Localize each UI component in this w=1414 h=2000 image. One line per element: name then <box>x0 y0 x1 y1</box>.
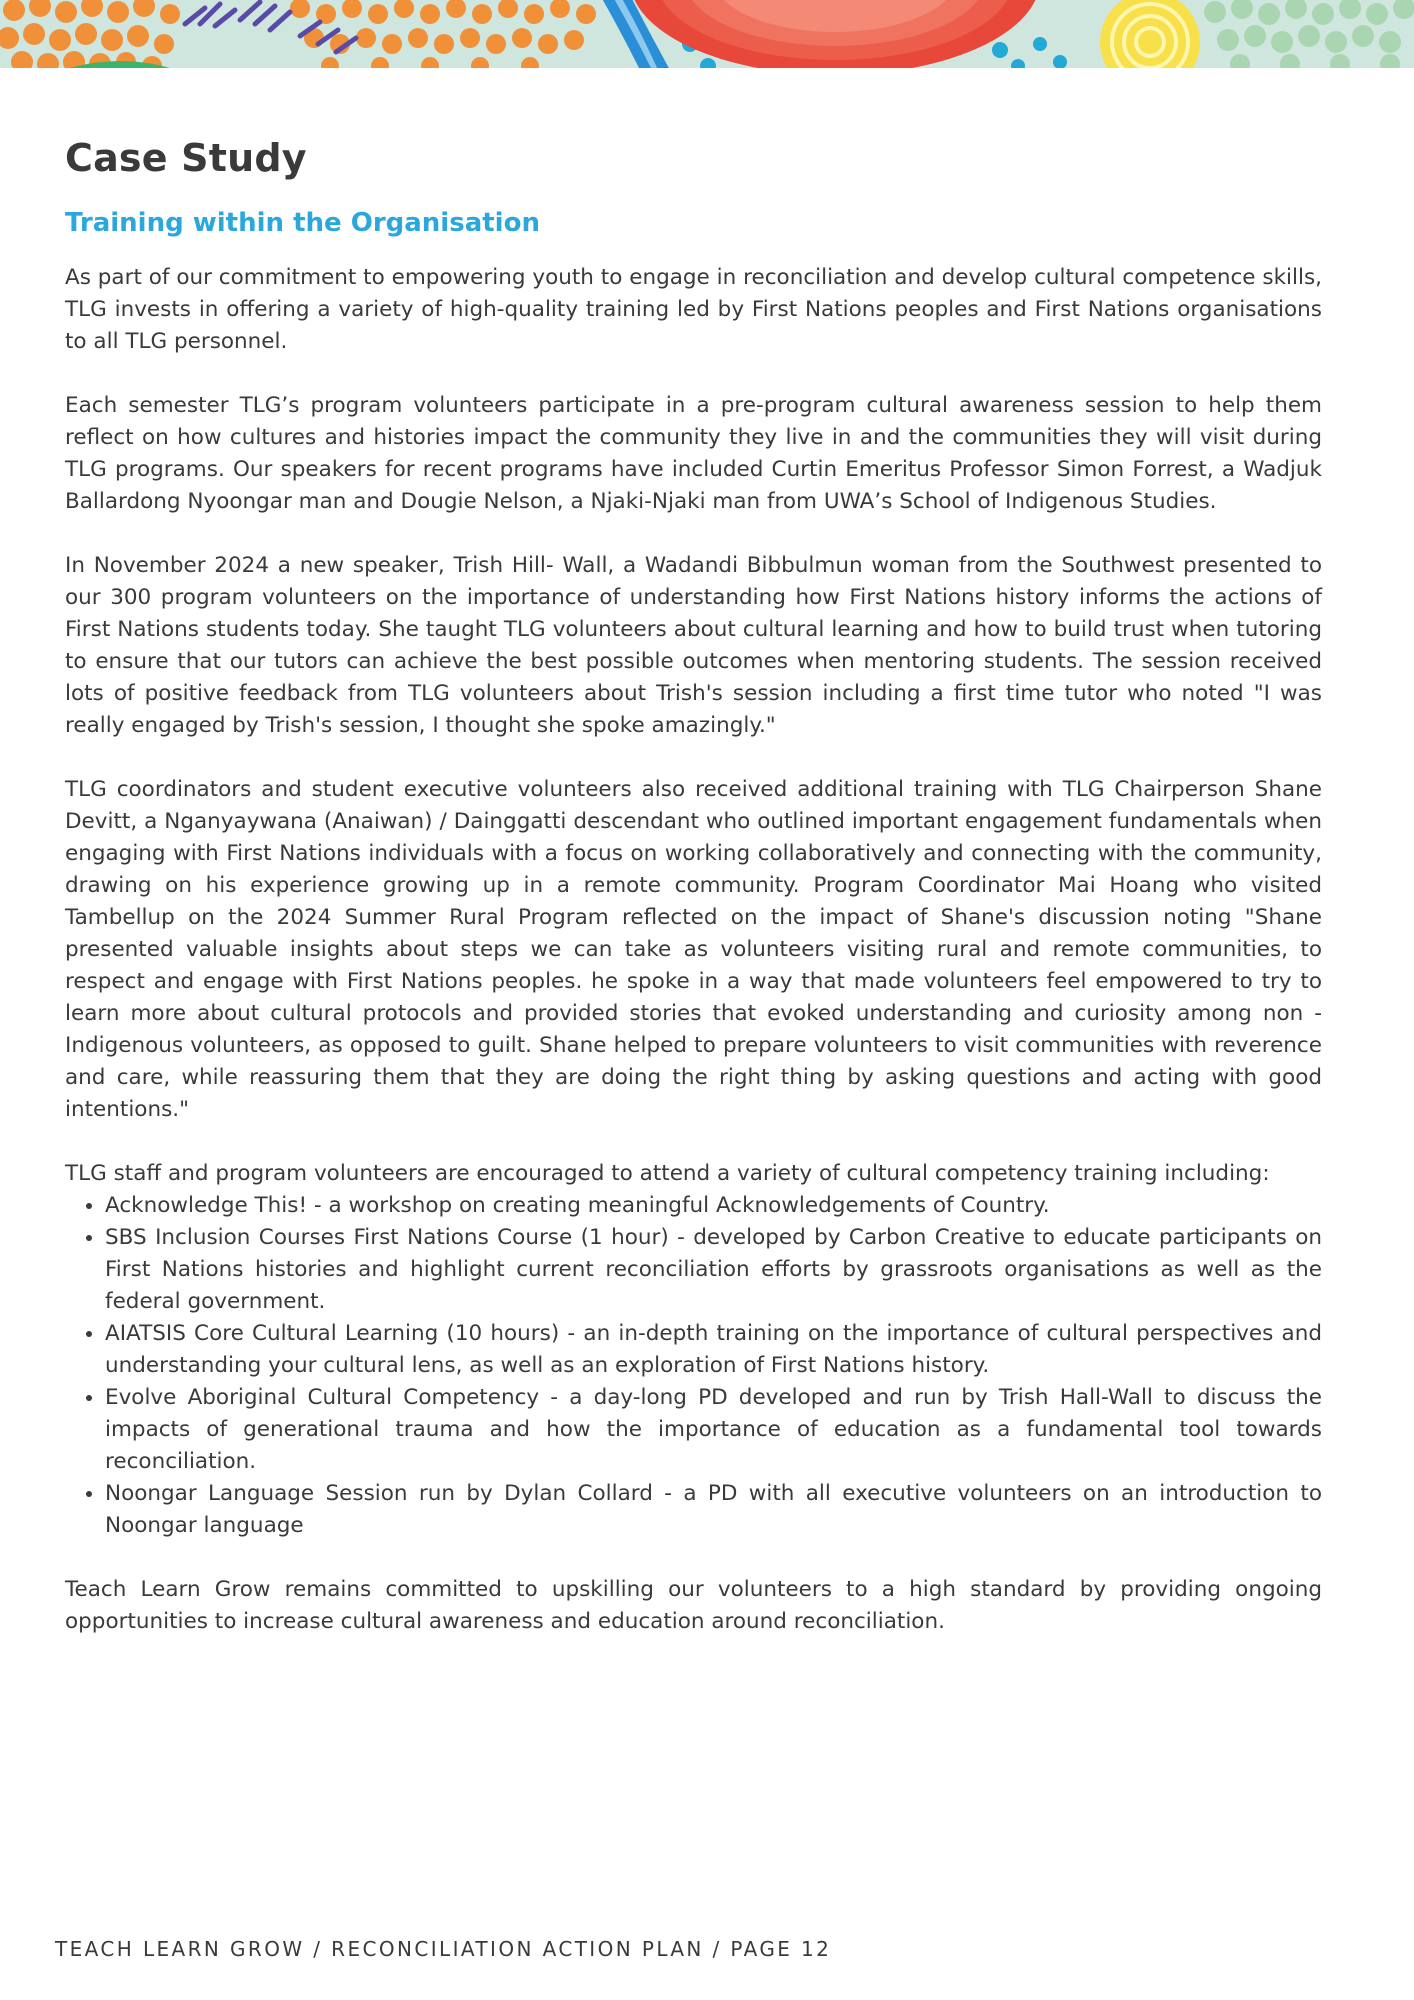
paragraph-closing: Teach Learn Grow remains committed to upskilling our volunteers to a high standard by providing ongoing opportunities to increase cultural awareness and education around reconciliation. <box>65 1577 1322 1634</box>
page-title: Case Study <box>65 136 307 180</box>
training-list <box>65 1190 1322 1542</box>
list-item: • Acknowledge This! - a workshop on creating meaningful Acknowledgements of Country. <box>105 1190 1322 1222</box>
paragraph-semester-sessions: Each semester TLG’s program volunteers participate in a pre-program cultural awareness session to help them reflect on how cultures and histories impact the community they live in and the communities they will visit during TLG programs. Our speakers for recent programs have included Curtin Emeritus Professor Simon Forrest, a Wadjuk Ballardong Nyoongar man and Dougie Nelson, a Njaki-Njaki man from UWA’s School of Indigenous Studies. <box>65 393 1322 514</box>
paragraph-coordinator-training: TLG coordinators and student executive volunteers also received additional training with TLG Chairperson Shane Devitt, a Nganyaywana (Anaiwan) / Dainggatti descendant who outlined important engagement fundamentals when engaging with First Nations individuals with a focus on working collaboratively and connecting with the community, drawing on his experience growing up in a remote community. Program Coordinator Mai Hoang who visited Tambellup on the 2024 Summer Rural Program reflected on the impact of Shane's discussion noting "Shane presented valuable insights about steps we can take as volunteers visiting rural and remote communities, to respect and engage with First Nations peoples. he spoke in a way that made volunteers feel empowered to try to learn more about cultural protocols and provided stories that evoked understanding and curiosity among non - Indigenous volunteers, as opposed to guilt. Shane helped to prepare volunteers to visit communities with reverence and care, while reassuring them that they are doing the right thing by asking questions and acting with good intentions." <box>65 777 1322 1122</box>
section-subtitle: Training within the Organisation <box>65 208 540 238</box>
page-footer: TEACH LEARN GROW / RECONCILIATION ACTION PLAN / PAGE 12 <box>55 1937 832 1961</box>
decorative-artwork-banner <box>0 0 1414 68</box>
training-list-intro: TLG staff and program volunteers are encouraged to attend a variety of cultural competency training including: <box>65 1161 1270 1186</box>
list-item: • Noongar Language Session run by Dylan Collard - a PD with all executive volunteers on an introduction to Noongar language <box>105 1478 1322 1542</box>
dot-painting-artwork <box>0 0 1414 68</box>
list-item: • SBS Inclusion Courses First Nations Course (1 hour) - developed by Carbon Creative to educate participants on First Nations histories and highlight current reconciliation efforts by grassroots organisations as well as the federal government. <box>105 1222 1322 1318</box>
paragraph-new-speaker: In November 2024 a new speaker, Trish Hill- Wall, a Wadandi Bibbulmun woman from the Southwest presented to our 300 program volunteers on the importance of understanding how First Nations history informs the actions of First Nations students today. She taught TLG volunteers about cultural learning and how to build trust when tutoring to ensure that our tutors can achieve the best possible outcomes when mentoring students. The session received lots of positive feedback from TLG volunteers about Trish's session including a first time tutor who noted "I was really engaged by Trish's session, I thought she spoke amazingly." <box>65 553 1322 738</box>
paragraph-commitment: As part of our commitment to empowering youth to engage in reconciliation and develop cultural competence skills, TLG invests in offering a variety of high-quality training led by First Nations peoples and First Nations organisations to all TLG personnel. <box>65 265 1322 354</box>
main-content <box>65 136 1322 1670</box>
list-item: • Evolve Aboriginal Cultural Competency - a day-long PD developed and run by Trish Hall-Wall to discuss the impacts of generational trauma and how the importance of education as a fundamental tool towards reconciliation. <box>105 1382 1322 1478</box>
list-item: • AIATSIS Core Cultural Learning (10 hours) - an in-depth training on the importance of cultural perspectives and understanding your cultural lens, as well as an exploration of First Nations history. <box>105 1318 1322 1382</box>
